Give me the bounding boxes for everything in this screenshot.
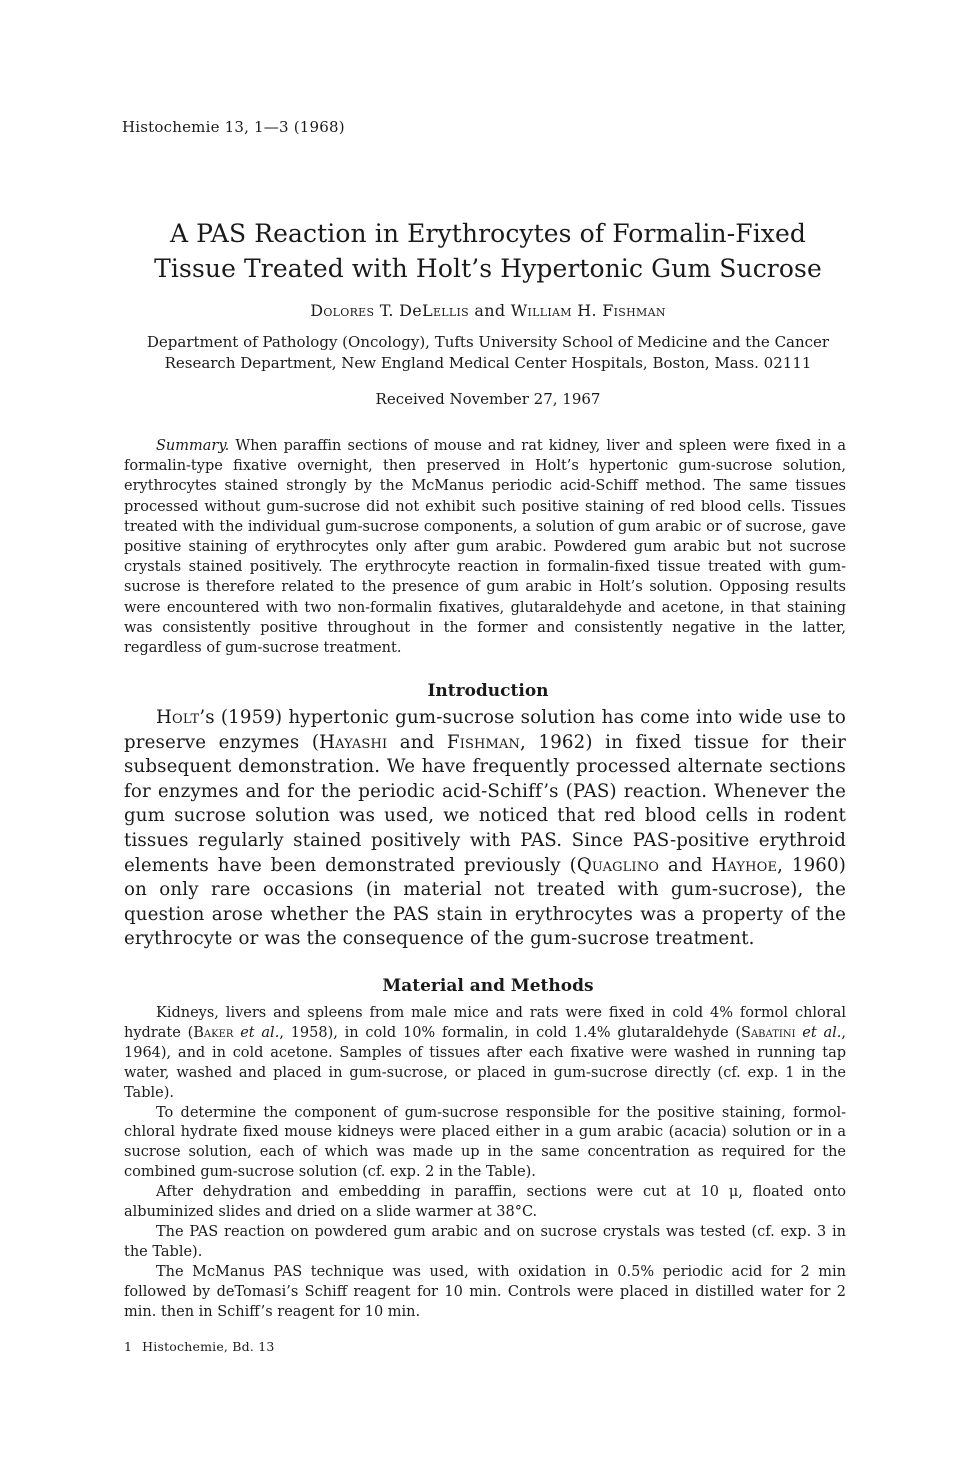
citation-author: Hayashi [319,731,388,753]
methods-section [124,1004,846,1323]
intro-text: , 1962) in fixed tissue for their subsequent demonstration. We have frequently processed alternate sections for enzymes and for the periodic acid-Schiff’s (PAS) reaction. Whenever the gum sucrose solution was used, we noticed that red blood cells in rodent tissues regularly stained positively with PAS. Since PAS-positive erythroid elements have been demonstrated previously ( [124,731,846,876]
methods-paragraph-3: After dehydration and embedding in paraffin, sections were cut at 10 μ, floated onto albuminized slides and dried on a slide warmer at 38°C. [124,1184,846,1221]
et-al: et al. [233,1024,280,1041]
methods-paragraph-1 [124,1004,846,1104]
author-1-family-b: L [422,301,433,320]
summary-label: Summary. [156,438,230,454]
author-2-middle-initial: H. [571,301,603,320]
citation-author: Holt [156,707,200,728]
title-line-2: Tissue Treated with Holt’s Hypertonic Gum Sucrose [154,254,822,283]
author-conjunction: and [469,301,511,320]
intro-text: ’s (1959) hypertonic gum-sucrose solution has come into wide use to preserve enzymes ( [124,707,846,753]
author-1-middle-initial: T. [374,301,400,320]
footer-text: Histochemie, Bd. 13 [142,1339,275,1354]
received-date: Received November 27, 1967 [375,390,601,408]
author-1-family-a: De [399,301,423,320]
footer-number: 1 [124,1339,133,1354]
citation-author: Fishman [446,731,521,753]
affiliation-line-2: Research Department, New England Medical Center Hospitals, Boston, Mass. 02111 [164,354,812,372]
author-2-given-name: William [510,301,572,320]
introduction-paragraph [124,706,846,952]
intro-text: , 1960) on only rare occasions (in material not treated with gum-sucrose), the question arose whether the PAS stain in erythrocytes was a property of the erythrocyte or was the consequence of the gum-sucrose treatment. [124,854,846,950]
paper-title [0,216,976,286]
citation-author: Baker [193,1024,234,1041]
introduction-heading: Introduction [427,681,549,701]
intro-text: and [659,854,712,876]
methods-text: , 1958), in cold 10% formalin, in cold 1.4% glutaraldehyde ( [279,1024,742,1041]
title-line-1: A PAS Reaction in Erythrocytes of Formalin-Fixed [169,219,806,248]
journal-reference: Histochemie 13, 1—3 (1968) [122,118,345,136]
author-2-family-name: Fishman [602,301,666,320]
methods-heading: Material and Methods [382,976,594,996]
summary-text: When paraffin sections of mouse and rat kidney, liver and spleen were fixed in a formalin-type fixative overnight, then preserved in Holt’s hypertonic gum-sucrose solution, erythrocytes stained strongly by the McManus periodic acid-Schiff method. The same tissues processed without gum-sucrose did not exhibit such positive staining of red blood cells. Tissues treated with the individual gum-sucrose components, a solution of gum arabic or of sucrose, gave positive staining of erythrocytes only after gum arabic. Powdered gum arabic but not sucrose crystals stained positively. The erythrocyte reaction in formalin-fixed tissue treated with gum-sucrose is therefore related to the presence of gum arabic in Holt’s solution. Opposing results were encountered with two non-formalin fixatives, glutaraldehyde and acetone, in that staining was consistently positive throughout in the former and consistently negative in the latter, regardless of gum-sucrose treatment. [124,438,846,657]
methods-paragraph-4: The PAS reaction on powdered gum arabic and on sucrose crystals was tested (cf. exp. 3 in the Table). [124,1223,846,1260]
summary-paragraph [124,436,846,658]
et-al: et al. [795,1024,842,1041]
methods-text: Kidneys, livers and spleens from male mice and rats were fixed in cold 4% formol chloral hydrate ( [124,1005,846,1041]
page-footer [124,1339,275,1354]
methods-paragraph-2: To determine the component of gum-sucrose responsible for the positive staining, formol-chloral hydrate fixed mouse kidneys were placed either in a gum arabic (acacia) solution or in a sucrose solution, each of which was made up in the same concentration as required for the combined gum-sucrose solution (cf. exp. 2 in the Table). [124,1104,846,1181]
intro-text: and [387,731,447,753]
author-1-given-name: Dolores [310,301,375,320]
affiliation-line-1: Department of Pathology (Oncology), Tufts University School of Medicine and the Cancer [146,333,830,351]
affiliation [100,332,876,374]
methods-text: , 1964), and in cold acetone. Samples of tissues after each fixative were washed in running tap water, washed and placed in gum-sucrose, or placed in gum-sucrose directly (cf. exp. 1 in the Table). [124,1024,846,1101]
citation-author: Hayhoe [711,854,778,876]
citation-author: Sabatini [741,1024,796,1041]
methods-paragraph-5: The McManus PAS technique was used, with oxidation in 0.5% periodic acid for 2 min followed by deTomasi’s Schiff reagent for 10 min. Controls were placed in distilled water for 2 min. then in Schiff’s reagent for 10 min. [124,1263,846,1320]
author-list [0,301,976,320]
author-1-family-c: ellis [432,301,469,320]
citation-author: Quaglino [576,854,660,876]
